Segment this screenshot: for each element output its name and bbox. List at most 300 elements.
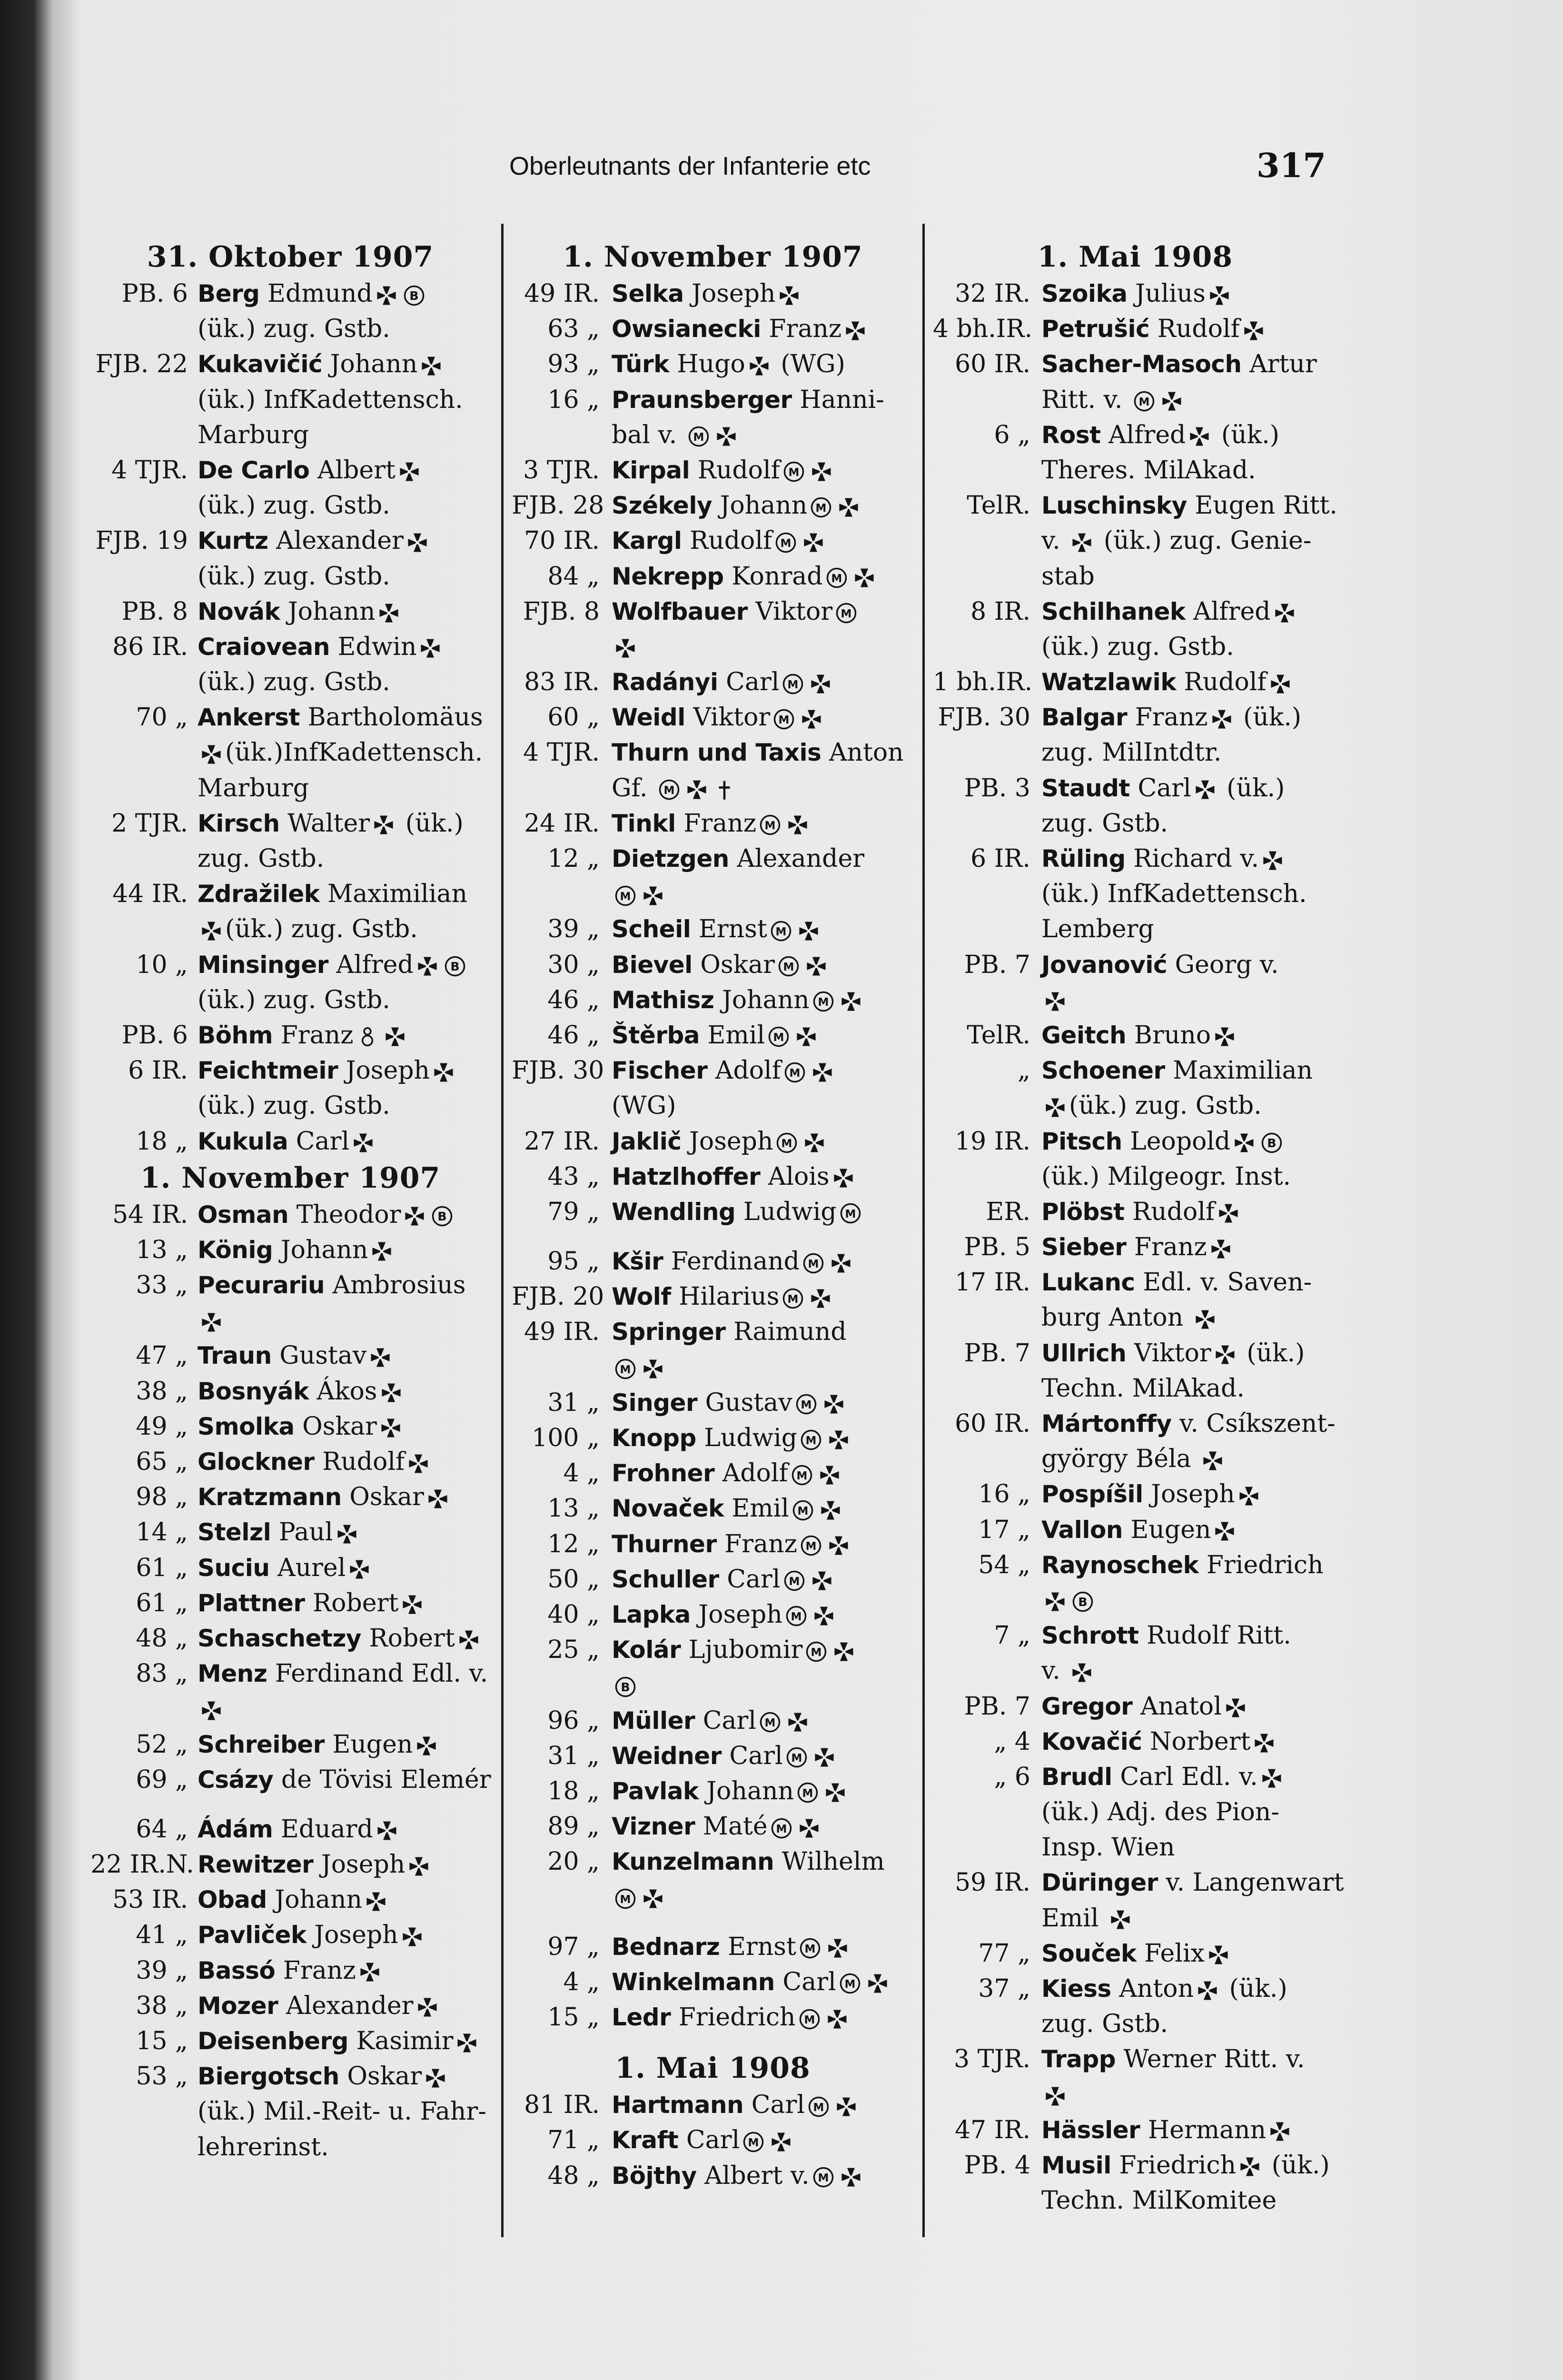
circled-m-icon [759,814,781,836]
unit-label: 64 „ [136,1815,188,1844]
maltese-cross-icon [811,1570,833,1592]
maltese-cross-icon [642,1358,664,1380]
entry-continuation [90,735,490,770]
given-name: Friedrich [1119,2151,1237,2180]
surname: Müller [612,1706,695,1735]
surname: Bievel [612,951,692,979]
given-name: Hanni- [800,385,884,414]
section-date-heading: 1. November 1907 [140,1161,441,1195]
continuation-text [198,912,418,947]
note-text: v. [1041,1656,1060,1686]
officer-name [198,1988,441,2023]
officer-entry [933,488,1337,523]
given-name: Julius [1135,279,1206,308]
maltese-cross-icon [840,991,862,1012]
maltese-cross-icon [820,1499,841,1521]
given-name: Leopold [1130,1127,1231,1156]
officer-entry [933,347,1337,382]
officer-entry [90,1515,490,1550]
maltese-cross-icon [200,1700,222,1722]
maltese-cross-icon [1269,673,1291,695]
svg-text:M: M [805,1434,817,1447]
unit-label: 49 „ [136,1412,188,1441]
maltese-cross-icon [828,1535,850,1557]
unit-label: 95 „ [547,1247,600,1276]
given-name: Albert [317,456,396,485]
maltese-cross-icon [1238,1485,1260,1507]
maltese-cross-icon [844,320,866,342]
given-name: Hugo [677,350,745,379]
maltese-cross-icon [798,1817,820,1839]
unit-label: FJB. 30 [512,1056,604,1085]
officer-entry [933,594,1337,629]
note-text: (ük.) zug. Gstb. [198,1091,390,1121]
officer-entry [512,947,914,982]
assignment-note: (ük.) [1271,2151,1330,2180]
svg-text:M: M [748,2137,759,2150]
surname: Plöbst [1041,1198,1125,1226]
continuation-text [612,417,740,453]
surname: Obad [198,1886,267,1914]
unit-label: 17 „ [978,1515,1030,1544]
entry-continuation [512,1667,914,1703]
note-text: (ük.) zug. Gstb. [1041,632,1234,661]
officer-name [612,1964,891,2000]
svg-text:M: M [780,537,791,550]
officer-name [1041,841,1286,876]
officer-name [612,594,860,629]
continuation-text [198,1088,390,1123]
unit-label: 43 „ [547,1162,600,1191]
entry-continuation [933,1583,1337,1618]
officer-name [1041,1936,1232,1971]
given-name: Maximilian [1173,1056,1313,1085]
officer-entry [512,1703,914,1738]
continuation-text [198,2094,486,2129]
continuation-text [1041,806,1168,841]
entry-continuation [933,1795,1337,1830]
surname: Luschinsky [1041,492,1187,520]
officer-entry [512,594,914,629]
given-name: Aurel [277,1553,346,1582]
unit-label: 86 IR. [112,632,188,661]
officer-name [198,1018,409,1053]
svg-text:M: M [801,1399,812,1412]
officer-name [612,276,803,311]
given-name: Viktor [1134,1339,1211,1368]
continuation-text [1041,1441,1227,1477]
continuation-text [1041,453,1256,488]
officer-entry [90,453,490,488]
unit-label: 33 „ [136,1271,188,1300]
surname: Winkelmann [612,1968,775,1996]
unit-label: 70 „ [136,703,188,732]
given-name: Gustav [279,1341,367,1370]
unit-label: 60 IR. [955,350,1030,379]
svg-text:M: M [797,1505,809,1518]
officer-name [1041,347,1317,382]
officer-entry [933,276,1337,311]
svg-text:M: M [788,466,800,479]
surname: Kolár [612,1636,681,1664]
unit-label: 12 „ [547,1529,600,1558]
surname: Kovačić [1041,1727,1142,1755]
officer-name [612,1527,852,1562]
officer-name [198,1847,433,1882]
officer-entry [90,1988,490,2023]
officer-name [612,664,834,700]
unit-label: 38 „ [136,1991,188,2020]
column-rule-1 [501,224,504,2237]
unit-label: 3 TJR. [954,2045,1030,2074]
unit-label: 49 IR. [524,279,600,308]
surname: Pavliček [198,1921,307,1949]
given-name: Viktor [755,597,833,626]
officer-name [612,1279,834,1314]
surname: Pavlak [612,1777,699,1805]
given-name: Carl [702,1706,757,1735]
officer-name [612,1385,848,1420]
svg-text:M: M [804,1943,816,1956]
surname: Schoener [1041,1057,1165,1085]
surname: Schreiber [198,1730,325,1758]
given-name: Oskar [700,950,775,979]
entry-continuation [933,1371,1337,1406]
officer-entry [933,1759,1337,1795]
surname: Plattner [198,1589,305,1617]
officer-name [1041,2042,1305,2077]
officer-entry [90,1444,490,1479]
circled-b-icon [614,1676,636,1698]
officer-entry [512,2087,914,2122]
surname: Böjthy [612,2162,697,2190]
surname: Mathisz [612,986,714,1014]
given-name: Ljubomir [688,1636,803,1665]
officer-name [1041,1689,1249,1724]
svg-text:M: M [844,1978,856,1991]
surname: Ledr [612,2003,671,2031]
note-text: (ük.) InfKadettensch. [198,385,463,414]
officer-name [198,1444,432,1479]
officer-entry [90,1586,490,1621]
entry-continuation [933,1441,1337,1477]
officer-name [198,2023,481,2059]
entry-continuation [933,1088,1337,1123]
maltese-cross-icon [1253,1732,1275,1754]
unit-label: PB. 5 [964,1233,1030,1262]
officer-name [612,1194,864,1230]
officer-name [1041,276,1233,311]
surname: Stelzl [198,1518,271,1547]
maltese-cross-icon [365,1891,387,1913]
maltese-cross-icon [200,744,222,765]
officer-name [612,1703,811,1738]
officer-name [612,1491,844,1526]
surname: Glockner [198,1448,315,1476]
spacer [512,2035,914,2049]
entry-continuation [933,2077,1337,2112]
surname: Scheil [612,915,691,943]
officer-entry [512,1124,914,1159]
maltese-cross-icon [787,1711,809,1733]
surname: Raynoschek [1041,1551,1199,1579]
svg-text:M: M [775,926,787,939]
surname: Bosnyák [198,1377,309,1405]
surname: Pospíšil [1041,1480,1143,1508]
surname: Novaček [612,1495,724,1523]
maltese-cross-icon [811,461,832,483]
surname: Kraft [612,2126,679,2154]
unit-label: 14 „ [136,1518,188,1547]
given-name: Anton [829,738,904,767]
svg-text:M: M [620,890,631,903]
officer-entry [512,1774,914,1809]
officer-entry [512,1159,914,1194]
entry-continuation [933,629,1337,664]
given-name: Viktor [693,703,771,732]
svg-text:M: M [781,1138,792,1150]
maltese-cross-icon [830,1252,852,1274]
maltese-cross-icon [1202,1450,1224,1472]
officer-entry [90,1409,490,1444]
page-number: 317 [1256,146,1326,185]
officer-name [1041,1547,1324,1583]
circled-m-icon [792,1499,814,1521]
surname: Rewitzer [198,1851,314,1879]
note-text: zug. Gstb. [198,844,325,873]
entry-continuation [933,1300,1337,1335]
officer-entry [512,1844,914,1879]
officer-entry [512,276,914,311]
surname: Türk [612,350,669,378]
officer-entry [90,1762,490,1797]
entry-continuation [512,1088,914,1123]
officer-name [612,1018,820,1053]
entry-continuation [90,488,490,523]
assignment-note: (WG) [781,350,845,379]
unit-label: 10 „ [136,950,188,979]
unit-label: 100 „ [532,1424,600,1452]
unit-label: 32 IR. [955,279,1030,308]
surname: Vallon [1041,1516,1123,1544]
unit-label: 4 „ [563,1459,600,1488]
officer-name [198,1762,491,1797]
officer-name [1041,1477,1263,1512]
unit-label: 18 „ [136,1127,188,1156]
continuation-text [1041,1653,1096,1688]
officer-name [612,1456,843,1491]
officer-entry [90,1550,490,1586]
continuation-text [612,1350,667,1385]
circled-m-icon [775,532,797,554]
maltese-cross-icon [770,2131,792,2153]
officer-name [1041,488,1337,523]
circled-m-icon [799,1937,821,1959]
maltese-cross-icon [853,567,875,589]
surname: Düringer [1041,1869,1158,1897]
maltese-cross-icon [867,1973,889,1994]
officer-name [612,947,830,982]
maltese-cross-icon [419,637,441,659]
note-text: burg Anton [1041,1303,1184,1332]
unit-label: 40 „ [547,1600,600,1629]
given-name: Oskar [347,2062,422,2091]
continuation-text [198,771,309,806]
officer-entry [512,700,914,735]
note-text: Gf. [612,774,648,803]
surname: Traun [198,1342,272,1370]
continuation-text [198,488,390,523]
unit-label: 4 bh.IR. [933,315,1033,344]
note-text: Emil [1041,1904,1099,1933]
maltese-cross-icon [359,1961,381,1983]
officer-name [612,1562,836,1597]
officer-entry [933,1512,1337,1547]
given-name: Alexander [276,526,404,555]
svg-text:M: M [620,1364,631,1377]
given-name: Alexander [286,1991,414,2020]
surname: Kirsch [198,809,280,837]
maltese-cross-icon [813,1746,835,1768]
maltese-cross-icon [1217,1202,1239,1224]
circled-m-icon [614,1358,636,1380]
unit-label: 6 IR. [970,844,1030,873]
circled-m-icon [658,779,680,801]
unit-label: PB. 8 [121,597,188,626]
officer-entry [90,1847,490,1882]
unit-label: 98 „ [136,1483,188,1512]
surname: Zdražilek [198,880,320,908]
unit-label: 70 IR. [524,526,600,555]
officer-entry [512,453,914,488]
continuation-text [612,1088,676,1123]
continuation-text [198,982,390,1018]
unit-label: PB. 3 [964,774,1030,803]
officer-name [198,1124,377,1159]
officer-name [612,1632,858,1667]
entry-continuation [933,523,1337,558]
given-name: Ludwig [704,1424,798,1452]
note-text: Techn. MilAkad. [1041,1374,1245,1403]
officer-name [1041,2112,1294,2148]
officer-entry [933,1547,1337,1583]
given-name: Carl [727,1565,781,1594]
officer-name [198,347,445,382]
entry-continuation [512,629,914,664]
given-name: Joseph [698,1600,782,1629]
continuation-text [1041,1159,1291,1194]
circled-m-icon [826,567,848,589]
maltese-cross-icon [407,1453,429,1475]
continuation-text [612,771,738,806]
maltese-cross-icon [810,1288,831,1309]
note-text: Insp. Wien [1041,1833,1175,1862]
circled-b-icon [1072,1591,1094,1613]
svg-text:B: B [437,1210,447,1224]
unit-label: 16 „ [547,385,600,414]
note-text: Techn. MilKomitee [1041,2186,1277,2215]
surname: Lukanc [1041,1269,1135,1297]
note-text: Ritt. v. [1041,385,1123,414]
circled-m-icon [768,1026,790,1048]
unit-label: 65 „ [136,1448,188,1476]
given-name: Rudolf [690,526,772,555]
maltese-cross-icon [378,602,400,624]
surname: Sacher-Masoch [1041,350,1242,378]
unit-label: 15 „ [136,2027,188,2055]
svg-text:B: B [1267,1136,1276,1150]
given-name: de Tövisi Elemér [281,1765,491,1794]
officer-entry [512,1053,914,1088]
entry-continuation [933,806,1337,841]
given-name: Wilhelm [782,1847,885,1876]
circled-m-icon [835,602,857,624]
officer-entry [512,523,914,558]
officer-name [1041,1618,1291,1653]
officer-entry [512,1279,914,1314]
officer-name [612,2122,795,2158]
officer-entry [512,1420,914,1456]
surname: Szoika [1041,280,1128,307]
given-name: Ákos [317,1377,377,1406]
officer-name [612,559,878,594]
officer-name [612,1420,852,1456]
officer-name [198,700,483,735]
officer-entry [90,1197,490,1232]
maltese-cross-icon [380,1417,402,1439]
officer-entry [933,1724,1337,1759]
unit-label: 53 „ [136,2062,188,2091]
maltese-cross-icon [824,1782,846,1804]
officer-entry [512,1314,914,1349]
maltese-cross-icon [795,1026,817,1048]
note-text: (ük.) zug. Gstb. [198,491,390,520]
continuation-text [198,841,324,876]
officer-entry [512,1562,914,1597]
entry-continuation [933,1159,1337,1194]
surname: Ankerst [198,704,300,732]
officer-entry [90,1621,490,1656]
officer-name [198,629,444,664]
maltese-cross-icon [348,1558,370,1580]
svg-text:M: M [815,502,827,515]
maltese-cross-icon [415,1735,437,1757]
maltese-cross-icon [1207,1944,1229,1966]
unit-label: PB. 7 [964,1339,1030,1368]
officer-name [1041,1018,1238,1053]
given-name: Joseph [314,1921,398,1950]
entry-continuation [90,382,490,417]
assignment-note: (ük.) [1227,774,1285,803]
entry-continuation [90,559,490,594]
surname: Štěrba [612,1021,700,1049]
given-name: Robert [369,1624,455,1653]
maltese-cross-icon [1261,1767,1283,1789]
maltese-cross-icon [1188,426,1210,447]
maltese-cross-icon [1044,1591,1066,1613]
officer-entry [90,1124,490,1159]
unit-label: ER. [986,1197,1030,1226]
unit-label: PB. 7 [964,1692,1030,1721]
officer-entry [512,1929,914,1964]
note-text: (ük.) zug. Gstb. [198,315,390,344]
given-name: Friedrich [1206,1550,1324,1579]
circled-m-icon [778,955,800,977]
maltese-cross-icon [427,1488,449,1510]
unit-label: 13 „ [547,1494,600,1523]
maltese-cross-icon [1262,850,1284,872]
surname: Gregor [1041,1692,1133,1720]
